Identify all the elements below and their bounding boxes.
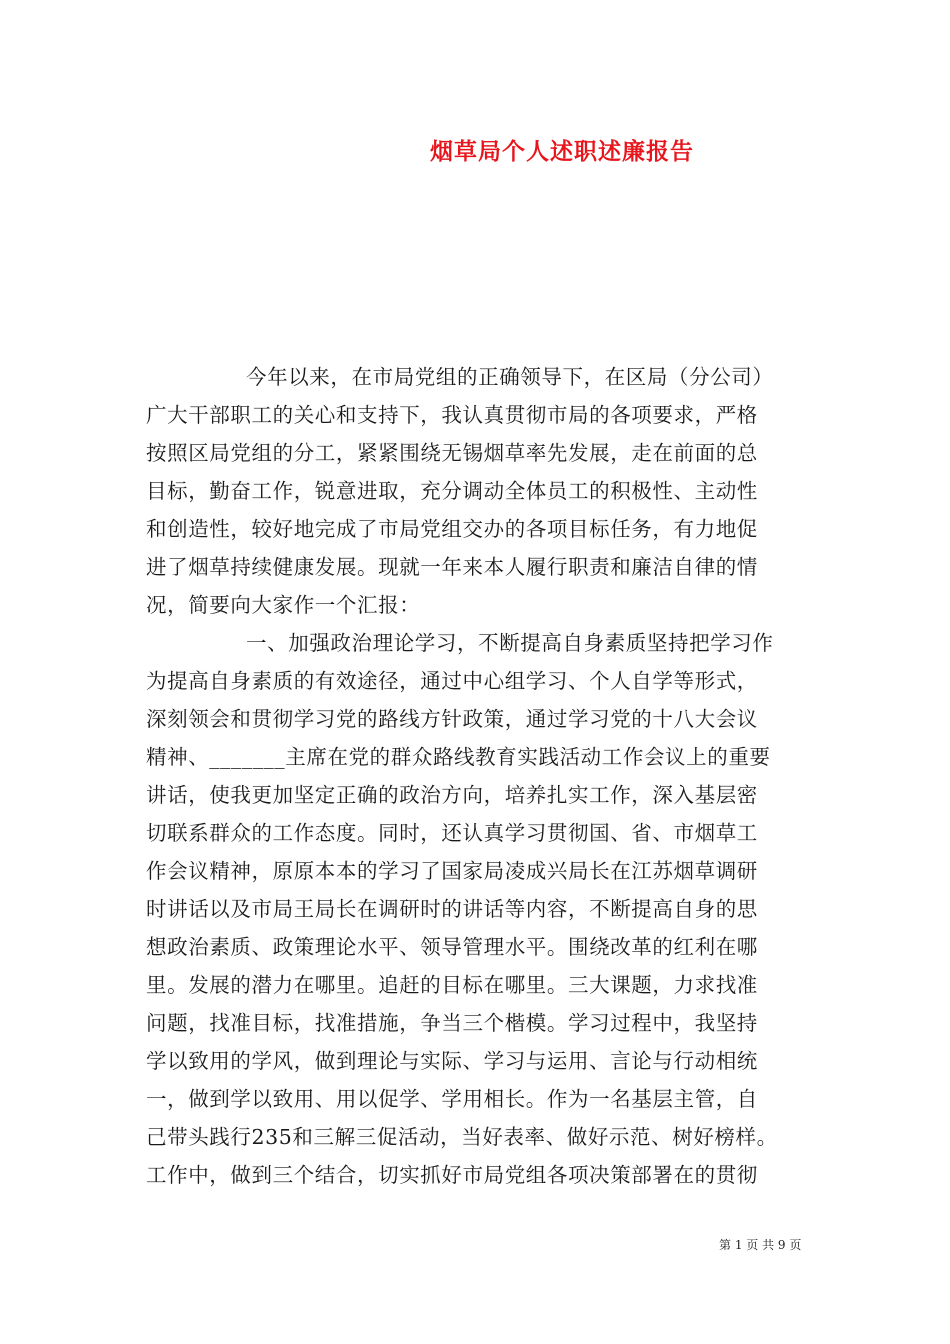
- page-number: 第 1 页 共 9 页: [719, 1238, 802, 1252]
- paragraph-line: 问题，找准目标，找准措施，争当三个楷模。学习过程中，我坚持: [146, 1011, 758, 1035]
- paragraph-line: 工作中，做到三个结合，切实抓好市局党组各项决策部署在的贯彻: [146, 1163, 758, 1187]
- paragraph-line: 为提高自身素质的有效途径，通过中心组学习、个人自学等形式，: [146, 669, 758, 693]
- paragraph-line: 广大干部职工的关心和支持下，我认真贯彻市局的各项要求，严格: [146, 403, 758, 427]
- paragraph-line: 讲话，使我更加坚定正确的政治方向，培养扎实工作，深入基层密: [146, 783, 758, 807]
- paragraph-line: 进了烟草持续健康发展。现就一年来本人履行职责和廉洁自律的情: [146, 555, 758, 579]
- paragraph-line: 目标，勤奋工作，锐意进取，充分调动全体员工的积极性、主动性: [146, 479, 758, 503]
- paragraph-line: 深刻领会和贯彻学习党的路线方针政策，通过学习党的十八大会议: [146, 707, 758, 731]
- paragraph-line: 精神、_______主席在党的群众路线教育实践活动工作会议上的重要: [146, 745, 771, 769]
- paragraph-line: 和创造性，较好地完成了市局党组交办的各项目标任务，有力地促: [146, 517, 758, 541]
- paragraph-line: 时讲话以及市局王局长在调研时的讲话等内容，不断提高自身的思: [146, 897, 758, 921]
- paragraph-line: 里。发展的潜力在哪里。追赶的目标在哪里。三大课题，力求找准: [146, 973, 758, 997]
- paragraph-line: 想政治素质、政策理论水平、领导管理水平。围绕改革的红利在哪: [146, 935, 758, 959]
- paragraph-line: 况，简要向大家作一个汇报：: [146, 593, 421, 617]
- paragraph-line: 己带头践行235和三解三促活动，当好表率、做好示范、树好榜样。: [146, 1125, 778, 1149]
- document-title: 烟草局个人述职述廉报告: [430, 138, 694, 165]
- paragraph-line: 切联系群众的工作态度。同时，还认真学习贯彻国、省、市烟草工: [146, 821, 758, 845]
- paragraph-line: 一，做到学以致用、用以促学、学用相长。作为一名基层主管，自: [146, 1087, 758, 1111]
- paragraph-line: 一、加强政治理论学习，不断提高自身素质坚持把学习作: [246, 631, 774, 655]
- paragraph-line: 学以致用的学风，做到理论与实际、学习与运用、言论与行动相统: [146, 1049, 758, 1073]
- paragraph-line: 今年以来，在市局党组的正确领导下，在区局（分公司）: [246, 365, 774, 389]
- paragraph-line: 按照区局党组的分工，紧紧围绕无锡烟草率先发展，走在前面的总: [146, 441, 758, 465]
- paragraph-line: 作会议精神，原原本本的学习了国家局凌成兴局长在江苏烟草调研: [146, 859, 758, 883]
